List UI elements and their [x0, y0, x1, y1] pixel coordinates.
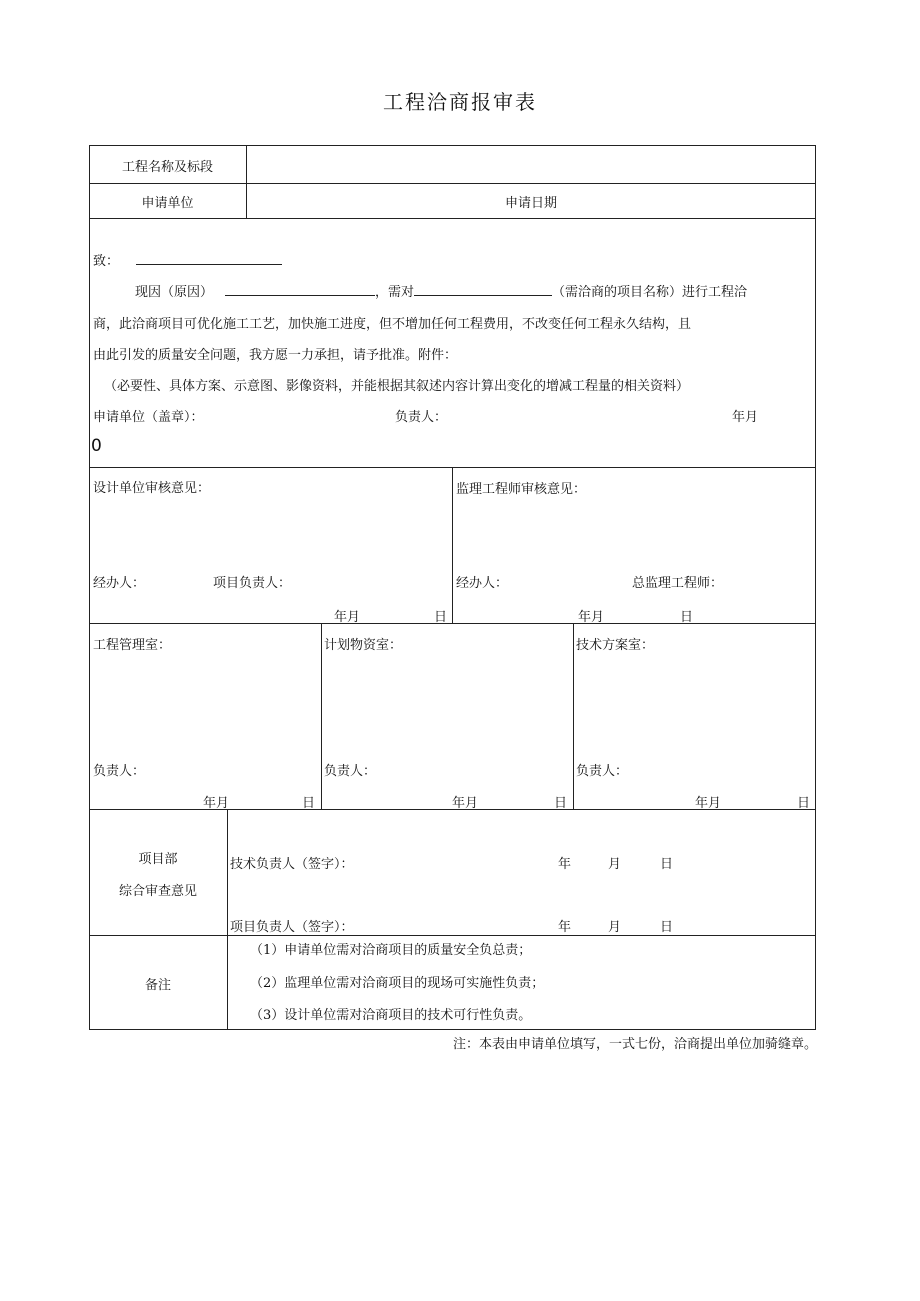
- dept-technical-label: 技术方案室：: [576, 638, 655, 653]
- tech-lead-sign-label: 技术负责人（签字）：: [230, 857, 354, 872]
- reason-label: 现因（原因）: [135, 285, 214, 300]
- col-divider: [321, 623, 322, 809]
- need-text: ，需对: [375, 285, 415, 300]
- stray-zero: 0: [91, 436, 102, 456]
- request-line-2: 商，此洽商项目可优化施工工艺，加快施工进度，但不增加任何工程费用，不改变任何工程永久结构，且: [93, 317, 692, 332]
- recipient-blank[interactable]: [136, 251, 282, 265]
- project-name-field[interactable]: [252, 156, 810, 176]
- supervisor-date-ym: 年月: [578, 610, 605, 625]
- note-item-2: （2）监理单位需对洽商项目的现场可实施性负责；: [250, 976, 545, 991]
- dept-technical-ym: 年月: [695, 796, 722, 811]
- design-review-label: 设计单位审核意见：: [93, 481, 211, 496]
- row-divider: [89, 935, 816, 936]
- request-person-label: 负责人：: [395, 410, 448, 425]
- project-lead-day: 日: [660, 920, 674, 935]
- dept-planning-label: 计划物资室：: [324, 638, 403, 653]
- applicant-label: 申请单位: [141, 196, 194, 211]
- supervisor-date-d: 日: [680, 610, 694, 625]
- dept-planning-person: 负责人：: [324, 764, 377, 779]
- to-line: [93, 250, 282, 269]
- note-item-1: （1）申请单位需对洽商项目的质量安全负总责；: [250, 943, 532, 958]
- project-lead-sign-label: 项目负责人（签字）：: [230, 920, 354, 935]
- tech-lead-year: 年: [558, 857, 572, 872]
- supervisor-review-label: 监理工程师审核意见：: [456, 482, 587, 497]
- tech-lead-month: 月: [608, 857, 622, 872]
- design-date-d: 日: [434, 610, 448, 625]
- notes-label: 备注: [144, 978, 171, 993]
- row-divider: [89, 183, 816, 184]
- project-dept-label-2: 综合审查意见: [118, 884, 197, 899]
- note-item-3: （3）设计单位需对洽商项目的技术可行性负责。: [250, 1008, 532, 1023]
- dept-planning-d: 日: [554, 796, 568, 811]
- supervisor-handler-label: 经办人：: [456, 576, 509, 591]
- project-lead-month: 月: [608, 920, 622, 935]
- dept-engineering-person: 负责人：: [93, 764, 146, 779]
- item-name-blank[interactable]: [414, 282, 552, 296]
- dept-engineering-ym: 年月: [203, 796, 230, 811]
- col-divider: [452, 467, 453, 623]
- request-line-3: 由此引发的质量安全问题，我方愿一力承担，请予批准。附件：: [93, 348, 458, 363]
- item-name-text: （需洽商的项目名称）进行工程洽: [552, 285, 748, 300]
- row-divider: [89, 218, 816, 219]
- col-divider: [227, 809, 228, 1030]
- tech-lead-day: 日: [660, 857, 674, 872]
- dept-planning-ym: 年月: [452, 796, 479, 811]
- row-divider: [89, 623, 816, 624]
- design-date-ym: 年月: [334, 610, 361, 625]
- design-project-lead-label: 项目负责人：: [213, 576, 292, 591]
- footer-note: 注：本表由申请单位填写，一式七份，洽商提出单位加骑缝章。: [452, 1037, 817, 1052]
- to-label: 致：: [93, 254, 120, 269]
- reason-blank[interactable]: [225, 282, 375, 296]
- apply-date-label: 申请日期: [504, 196, 557, 211]
- col-divider: [573, 623, 574, 809]
- project-lead-year: 年: [558, 920, 572, 935]
- request-date: 年月: [732, 410, 759, 425]
- chief-supervisor-label: 总监理工程师：: [632, 576, 724, 591]
- design-handler-label: 经办人：: [93, 576, 146, 591]
- request-line-1: [135, 281, 747, 300]
- page-title: 工程洽商报审表: [383, 90, 537, 114]
- dept-engineering-d: 日: [302, 796, 316, 811]
- dept-engineering-label: 工程管理室：: [93, 638, 172, 653]
- dept-technical-person: 负责人：: [576, 764, 629, 779]
- dept-technical-d: 日: [797, 796, 811, 811]
- project-dept-label-1: 项目部: [138, 852, 178, 867]
- request-line-4: （必要性、具体方案、示意图、影像资料，并能根据其叙述内容计算出变化的增减工程量的相关资料）: [104, 379, 690, 394]
- applicant-seal-label: 申请单位（盖章）：: [93, 410, 204, 425]
- project-name-label: 工程名称及标段: [121, 160, 213, 175]
